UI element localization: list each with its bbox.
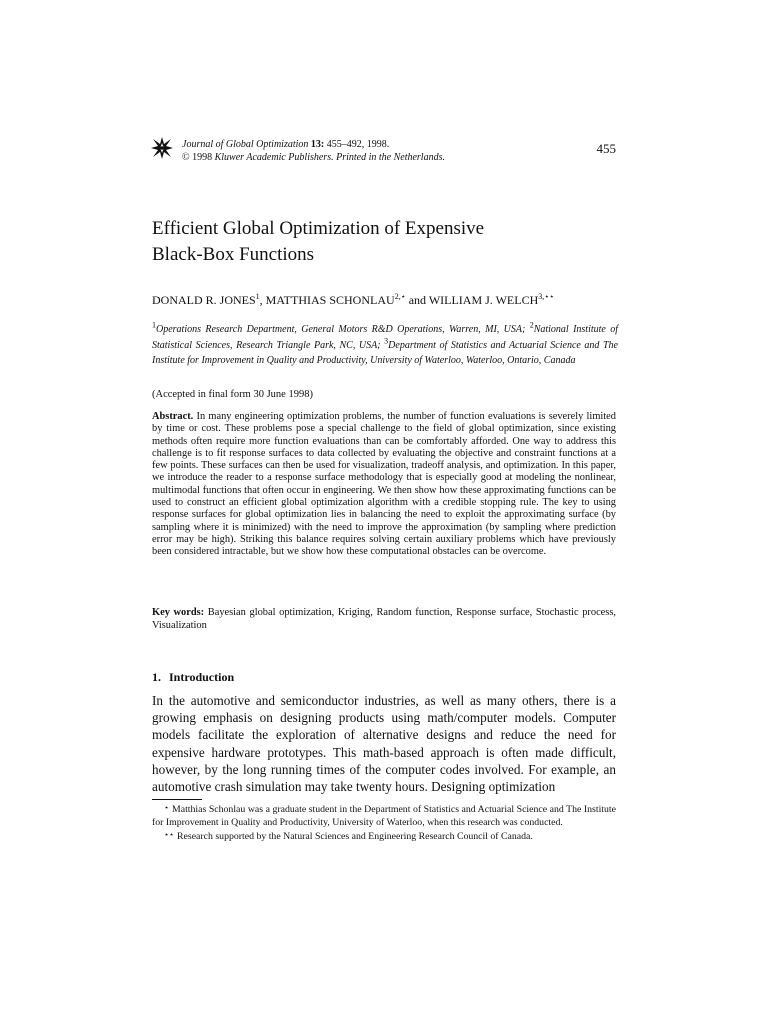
journal-line-1 [182, 138, 445, 151]
copyright-year: © 1998 [182, 152, 213, 163]
page-number: 455 [596, 141, 616, 156]
author-list [152, 293, 622, 307]
author-3: WILLIAM J. WELCH [428, 293, 539, 307]
footnotes [152, 802, 616, 844]
printed-location: Printed in the Netherlands. [336, 152, 445, 163]
journal-volume: 13: [310, 139, 325, 150]
affiliations [152, 322, 618, 369]
publisher-name: Kluwer Academic Publishers. [214, 152, 334, 163]
section-title: Introduction [169, 670, 235, 684]
section-number: 1. [152, 670, 161, 684]
abstract-text: In many engineering optimization problems, the number of function evaluations is severely limited by time or cost. These problems pose a special challenge to the field of global optimization, since existing methods often require more function evaluations than can be comfortably afforded. One way to address this challenge is to fit response surfaces to data collected by evaluating the objective and constraint functions at a few points. These surfaces can then be used for visualization, tradeoff analysis, and optimization. In this paper, we introduce the reader to a response surface methodology that is especially good at modeling the nonlinear, multimodal functions that often occur in engineering. We then show how these approximating functions can be used to construct an efficient global optimization algorithm with a credible stopping rule. The key to using response surfaces for global optimization lies in balancing the need to exploit the approximating surface (by sampling where it is minimized) with the need to improve the approximation (by sampling where prediction error may be high). Striking this balance requires solving certain auxiliary problems which have previously been considered intractable, but we show how these computational obstacles can be overcome. [152, 411, 616, 558]
affil-2: National Institute of Statistical Sciences, Research Triangle Park, NC, USA; [152, 324, 618, 351]
keywords-label: Key words: [152, 607, 205, 618]
abstract-label: Abstract. [152, 411, 194, 422]
accepted-date: (Accepted in final form 30 June 1998) [152, 389, 313, 400]
author-1-mark: 1 [255, 292, 260, 301]
affil-1-mark: 1 [152, 320, 156, 330]
journal-name: Journal of Global Optimization [182, 139, 309, 150]
title-line-2: Black-Box Functions [152, 244, 315, 265]
footnote-1-mark: ⋆ [164, 803, 170, 812]
affil-3: Department of Statistics and Actuarial Science and The Institute for Improvement in Quality and Productivity, University of Waterloo, Waterloo, Ontario, Canada [152, 339, 618, 366]
footnote-1-text: Matthias Schonlau was a graduate student in the Department of Statistics and Actuarial Science and The Institute for Improvement in Quality and Productivity, University of Waterloo, when this research was conducted. [152, 804, 616, 828]
footnote-2 [152, 829, 616, 844]
footnote-2-text: Research supported by the Natural Sciences and Engineering Research Council of Canada. [177, 831, 533, 843]
author-2: MATTHIAS SCHONLAU [265, 293, 395, 307]
affil-1: Operations Research Department, General Motors R&D Operations, Warren, MI, USA; [156, 324, 530, 335]
author-1: DONALD R. JONES [152, 293, 256, 307]
affil-3-mark: 3 [384, 336, 389, 346]
section-heading [152, 670, 234, 685]
footnote-1 [152, 802, 616, 829]
affil-2-mark: 2 [529, 320, 534, 330]
paper-title [152, 216, 622, 268]
author-separator-1: , [259, 293, 266, 307]
abstract [152, 411, 616, 559]
author-3-mark: 3,⋆⋆ [538, 292, 555, 301]
author-2-mark: 2,⋆ [394, 292, 406, 301]
footnote-2-mark: ⋆⋆ [164, 830, 175, 840]
footnote-divider [152, 799, 202, 800]
keywords-text: Bayesian global optimization, Kriging, Random function, Response surface, Stochastic process, Visualization [152, 607, 616, 631]
author-separator-2: and [405, 293, 429, 307]
keywords [152, 606, 616, 632]
publisher-logo-icon [150, 136, 174, 160]
journal-line-2 [182, 151, 445, 164]
title-line-1: Efficient Global Optimization of Expensive [152, 218, 485, 239]
journal-pages-year: 455–492, 1998. [326, 139, 390, 150]
body-paragraph: In the automotive and semiconductor industries, as well as many others, there is a growing emphasis on designing products using math/computer models. Computer models facilitate the exploration of alternative designs and reduce the need for expensive hardware prototypes. This math-based approach is often made difficult, however, by the long running times of the computer codes involved. For example, an automotive crash simulation may take twenty hours. Designing optimization [152, 693, 616, 795]
journal-citation [182, 138, 445, 164]
